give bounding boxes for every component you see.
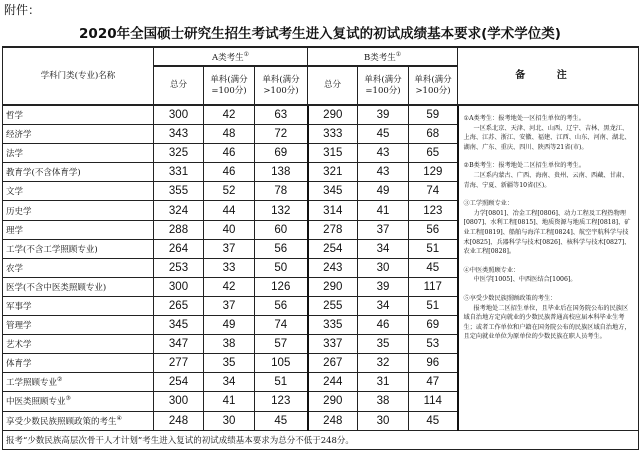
- a-single-gt100-score: 105: [255, 354, 308, 373]
- b-single-gt100-score: 45: [409, 411, 458, 430]
- a-total-score: 300: [154, 105, 204, 125]
- subject-name: 军事学: [3, 296, 154, 315]
- a-single-100-score: 37: [204, 296, 255, 315]
- subject-name: 哲学: [3, 105, 154, 125]
- b-total-score: 290: [308, 277, 358, 296]
- b-single-100-score: 43: [358, 144, 409, 163]
- note-heading: ④中医类照顾专业：: [463, 266, 520, 274]
- b-single-100-score: 34: [358, 239, 409, 258]
- a-single-gt100-score: 63: [255, 105, 308, 125]
- header-a-total: 总分: [154, 66, 204, 105]
- a-single-100-score: 41: [204, 392, 255, 411]
- subject-name: 历史学: [3, 201, 154, 220]
- a-total-score: 345: [154, 316, 204, 335]
- note-heading: ②B类考生：报考地处二区招生单位的考生。: [463, 162, 586, 170]
- attachment-label: 附件：: [4, 3, 41, 17]
- a-single-gt100-score: 78: [255, 182, 308, 201]
- b-single-gt100-score: 114: [409, 392, 458, 411]
- a-single-gt100-score: 56: [255, 239, 308, 258]
- note-body: 二区系内蒙古、广西、海南、贵州、云南、西藏、甘肃、青海、宁夏、新疆等10省(区)。: [463, 171, 629, 189]
- b-total-score: 290: [308, 105, 358, 125]
- a-total-score: 343: [154, 125, 204, 144]
- b-single-100-score: 45: [358, 125, 409, 144]
- a-total-score: 331: [154, 163, 204, 182]
- subject-name: 体育学: [3, 354, 154, 373]
- header-group-b: B类考生①: [308, 47, 458, 66]
- b-single-gt100-score: 45: [409, 258, 458, 277]
- a-single-100-score: 40: [204, 220, 255, 239]
- a-single-100-score: 48: [204, 125, 255, 144]
- a-single-gt100-score: 50: [255, 258, 308, 277]
- a-single-gt100-score: 123: [255, 392, 308, 411]
- header-a-single-gt100: 单科(满分>100分): [255, 66, 308, 105]
- document-title: 2020年全国硕士研究生招生考试考生进入复试的初试成绩基本要求(学术学位类): [79, 26, 561, 42]
- a-total-score: 254: [154, 373, 204, 392]
- note-item: [464, 199, 635, 257]
- b-total-score: 243: [308, 258, 358, 277]
- subject-name: 中医类照顾专业③: [3, 392, 154, 411]
- header-notes: 备 注: [458, 47, 639, 105]
- b-single-100-score: 37: [358, 220, 409, 239]
- a-single-100-score: 42: [204, 277, 255, 296]
- subject-name: 工学(不含工学照顾专业): [3, 239, 154, 258]
- b-single-100-score: 41: [358, 201, 409, 220]
- a-single-gt100-score: 126: [255, 277, 308, 296]
- a-single-gt100-score: 45: [255, 411, 308, 430]
- b-single-100-score: 31: [358, 373, 409, 392]
- b-single-gt100-score: 96: [409, 354, 458, 373]
- b-single-gt100-score: 59: [409, 105, 458, 125]
- b-total-score: 267: [308, 354, 358, 373]
- b-single-100-score: 30: [358, 411, 409, 430]
- a-total-score: 248: [154, 411, 204, 430]
- subject-name: 管理学: [3, 316, 154, 335]
- b-total-score: 315: [308, 144, 358, 163]
- a-single-gt100-score: 72: [255, 125, 308, 144]
- b-total-score: 290: [308, 392, 358, 411]
- b-total-score: 248: [308, 411, 358, 430]
- b-total-score: 254: [308, 239, 358, 258]
- subject-name: 艺术学: [3, 335, 154, 354]
- subject-name: 工学照顾专业②: [3, 373, 154, 392]
- subject-name: 法学: [3, 144, 154, 163]
- b-total-score: 314: [308, 201, 358, 220]
- a-single-gt100-score: 57: [255, 335, 308, 354]
- a-single-gt100-score: 132: [255, 201, 308, 220]
- a-total-score: 325: [154, 144, 204, 163]
- b-single-100-score: 49: [358, 182, 409, 201]
- b-single-100-score: 39: [358, 105, 409, 125]
- note-heading: ⑤享受少数民族照顾政策的考生：: [463, 294, 557, 302]
- a-single-gt100-score: 69: [255, 144, 308, 163]
- b-total-score: 333: [308, 125, 358, 144]
- a-single-gt100-score: 138: [255, 163, 308, 182]
- a-single-100-score: 30: [204, 411, 255, 430]
- header-b-total: 总分: [308, 66, 358, 105]
- a-single-100-score: 38: [204, 335, 255, 354]
- b-single-gt100-score: 117: [409, 277, 458, 296]
- b-single-gt100-score: 65: [409, 144, 458, 163]
- b-total-score: 244: [308, 373, 358, 392]
- b-total-score: 255: [308, 296, 358, 315]
- b-single-100-score: 30: [358, 258, 409, 277]
- a-single-100-score: 33: [204, 258, 255, 277]
- header-b-single-100: 单科(满分=100分): [358, 66, 409, 105]
- b-total-score: 321: [308, 163, 358, 182]
- a-single-100-score: 37: [204, 239, 255, 258]
- table-row: [3, 105, 639, 125]
- b-total-score: 278: [308, 220, 358, 239]
- note-body: 报考地处二区招生单位，且毕业后在国务院公布的民族区域自治地方定向就业的少数民族普通高校应届本科毕业生考生；或者工作单位和户籍在国务院公布的民族区域自治地方，且定向就业单位为原单位的少数民族在职人员考生。: [463, 304, 631, 341]
- b-single-100-score: 43: [358, 163, 409, 182]
- note-item: [464, 114, 635, 152]
- b-single-gt100-score: 123: [409, 201, 458, 220]
- header-group-a: A类考生①: [154, 47, 308, 66]
- b-single-gt100-score: 68: [409, 125, 458, 144]
- subject-name: 经济学: [3, 125, 154, 144]
- a-single-100-score: 44: [204, 201, 255, 220]
- b-single-gt100-score: 47: [409, 373, 458, 392]
- a-single-100-score: 42: [204, 105, 255, 125]
- b-total-score: 335: [308, 316, 358, 335]
- header-subject: 学科门类(专业)名称: [3, 47, 154, 105]
- b-single-100-score: 35: [358, 335, 409, 354]
- note-body: 力学[0801]、冶金工程[0806]、动力工程及工程热物理[0807]、水利工程[0815]、地质资源与地质工程[0818]、矿业工程[0819]、船舶与海洋工程[0824]、航空宇航科学与技术[0825]、兵器科学与技术[0826]、核科学与技术[0827]、农业工程[0828]。: [463, 209, 631, 256]
- a-total-score: 288: [154, 220, 204, 239]
- a-single-100-score: 52: [204, 182, 255, 201]
- header-a-single-100: 单科(满分=100分): [204, 66, 255, 105]
- b-single-gt100-score: 74: [409, 182, 458, 201]
- score-requirements-table: [2, 46, 639, 450]
- a-total-score: 324: [154, 201, 204, 220]
- b-single-gt100-score: 51: [409, 239, 458, 258]
- b-single-gt100-score: 56: [409, 220, 458, 239]
- a-single-100-score: 34: [204, 373, 255, 392]
- b-single-gt100-score: 69: [409, 316, 458, 335]
- subject-name: 教育学(不含体育学): [3, 163, 154, 182]
- b-single-100-score: 46: [358, 316, 409, 335]
- note-heading: ③工学照顾专业：: [463, 200, 514, 208]
- note-body: 中医学[1005]、中西医结合[1006]。: [473, 276, 577, 284]
- header-b-single-gt100: 单科(满分>100分): [409, 66, 458, 105]
- a-total-score: 300: [154, 277, 204, 296]
- b-single-100-score: 32: [358, 354, 409, 373]
- a-single-gt100-score: 56: [255, 296, 308, 315]
- a-single-100-score: 35: [204, 354, 255, 373]
- a-total-score: 264: [154, 239, 204, 258]
- a-total-score: 253: [154, 258, 204, 277]
- note-item: [464, 161, 635, 190]
- a-single-gt100-score: 74: [255, 316, 308, 335]
- note-item: [464, 266, 635, 285]
- a-single-gt100-score: 51: [255, 373, 308, 392]
- subject-name: 享受少数民族照顾政策的考生④: [3, 411, 154, 430]
- b-total-score: 337: [308, 335, 358, 354]
- b-single-100-score: 34: [358, 296, 409, 315]
- note-heading: ①A类考生：报考地处一区招生单位的考生。: [463, 115, 585, 122]
- a-single-100-score: 46: [204, 163, 255, 182]
- b-single-gt100-score: 129: [409, 163, 458, 182]
- b-single-gt100-score: 51: [409, 296, 458, 315]
- subject-name: 医学(不含中医类照顾专业): [3, 277, 154, 296]
- a-total-score: 300: [154, 392, 204, 411]
- a-total-score: 347: [154, 335, 204, 354]
- note-item: [464, 294, 635, 342]
- subject-name: 农学: [3, 258, 154, 277]
- b-single-100-score: 39: [358, 277, 409, 296]
- b-single-gt100-score: 53: [409, 335, 458, 354]
- subject-name: 文学: [3, 182, 154, 201]
- notes-cell: [458, 105, 639, 430]
- footer-note: 报考“少数民族高层次骨干人才计划”考生进入复试的初试成绩基本要求为总分不低于248分。: [3, 430, 639, 449]
- b-single-100-score: 38: [358, 392, 409, 411]
- a-total-score: 265: [154, 296, 204, 315]
- subject-name: 理学: [3, 220, 154, 239]
- note-body: 一区系北京、天津、河北、山西、辽宁、吉林、黑龙江、上海、江苏、浙江、安徽、福建、江西、山东、河南、湖北、湖南、广东、重庆、四川、陕西等21省(市)。: [463, 124, 631, 151]
- b-total-score: 345: [308, 182, 358, 201]
- a-total-score: 277: [154, 354, 204, 373]
- a-single-100-score: 46: [204, 144, 255, 163]
- a-total-score: 355: [154, 182, 204, 201]
- a-single-gt100-score: 60: [255, 220, 308, 239]
- a-single-100-score: 49: [204, 316, 255, 335]
